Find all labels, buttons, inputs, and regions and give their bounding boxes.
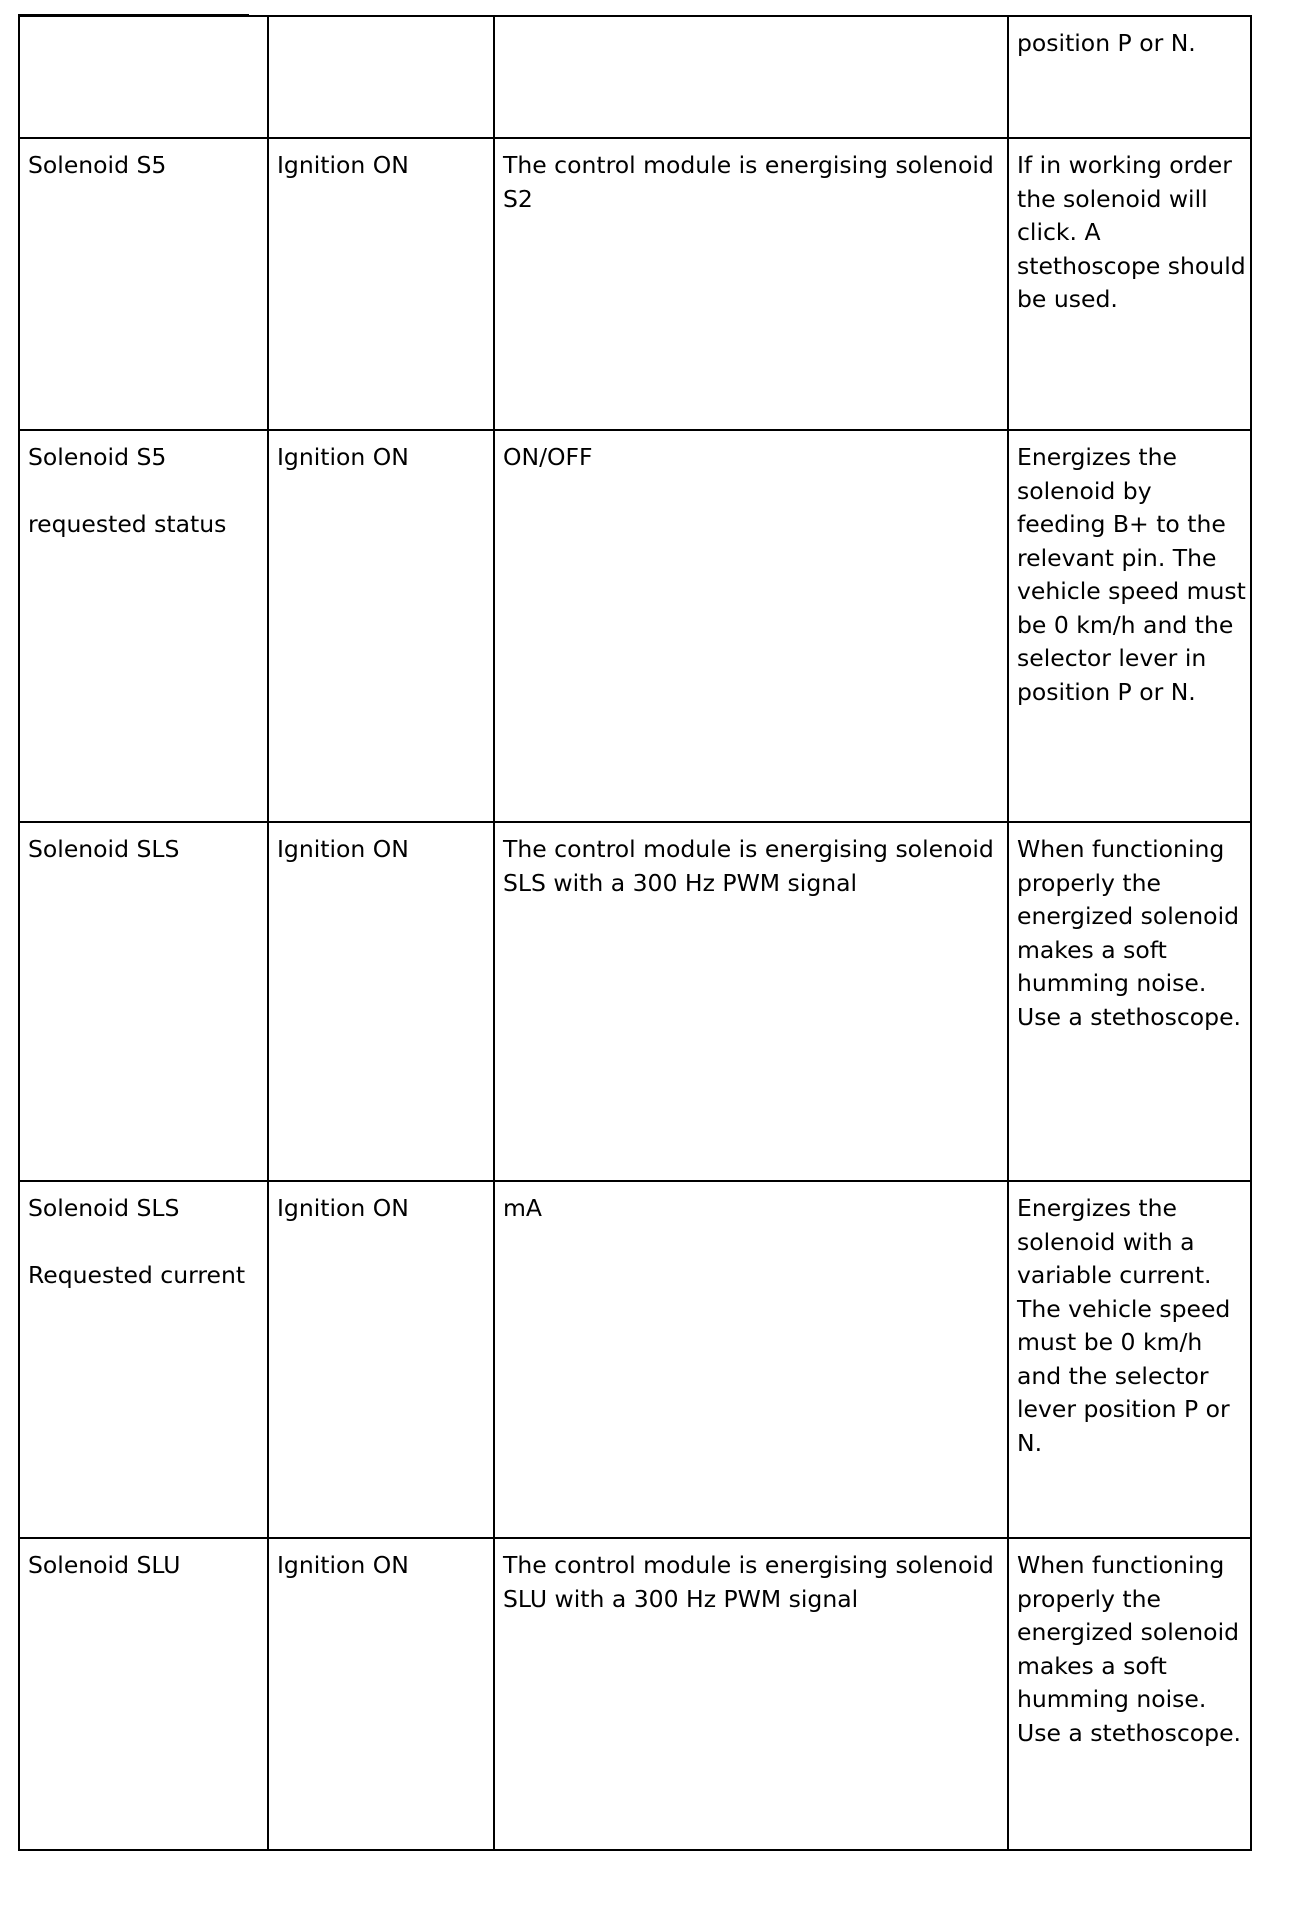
description-cell <box>494 16 1008 138</box>
component-cell: Solenoid S5 requested status <box>19 430 268 822</box>
description-cell: The control module is energising solenoid SLS with a 300 Hz PWM signal <box>494 822 1008 1181</box>
condition-cell: Ignition ON <box>268 822 494 1181</box>
table-row <box>19 822 1251 1181</box>
table-row <box>19 16 1251 138</box>
description-cell: The control module is energising solenoid SLU with a 300 Hz PWM signal <box>494 1538 1008 1850</box>
component-cell: Solenoid SLS <box>19 822 268 1181</box>
notes-cell: When functioning properly the energized solenoid makes a soft humming noise. Use a stethoscope. <box>1008 1538 1251 1850</box>
notes-cell: position P or N. <box>1008 16 1251 138</box>
notes-cell: Energizes the solenoid by feeding B+ to the relevant pin. The vehicle speed must be 0 km/h and the selector lever in position P or N. <box>1008 430 1251 822</box>
condition-cell: Ignition ON <box>268 430 494 822</box>
component-cell <box>19 16 268 138</box>
table-row <box>19 1538 1251 1850</box>
condition-cell: Ignition ON <box>268 1538 494 1850</box>
solenoid-test-table <box>18 15 1252 1851</box>
condition-cell <box>268 16 494 138</box>
description-cell: The control module is energising solenoid S2 <box>494 138 1008 430</box>
condition-cell: Ignition ON <box>268 138 494 430</box>
table-row <box>19 430 1251 822</box>
notes-cell: When functioning properly the energized solenoid makes a soft humming noise. Use a stethoscope. <box>1008 822 1251 1181</box>
notes-cell: Energizes the solenoid with a variable current. The vehicle speed must be 0 km/h and the selector lever position P or N. <box>1008 1181 1251 1538</box>
component-cell: Solenoid SLU <box>19 1538 268 1850</box>
table-row <box>19 138 1251 430</box>
component-cell: Solenoid SLS Requested current <box>19 1181 268 1538</box>
condition-cell: Ignition ON <box>268 1181 494 1538</box>
component-cell: Solenoid S5 <box>19 138 268 430</box>
table-row <box>19 1181 1251 1538</box>
description-cell: mA <box>494 1181 1008 1538</box>
notes-cell: If in working order the solenoid will click. A stethoscope should be used. <box>1008 138 1251 430</box>
description-cell: ON/OFF <box>494 430 1008 822</box>
